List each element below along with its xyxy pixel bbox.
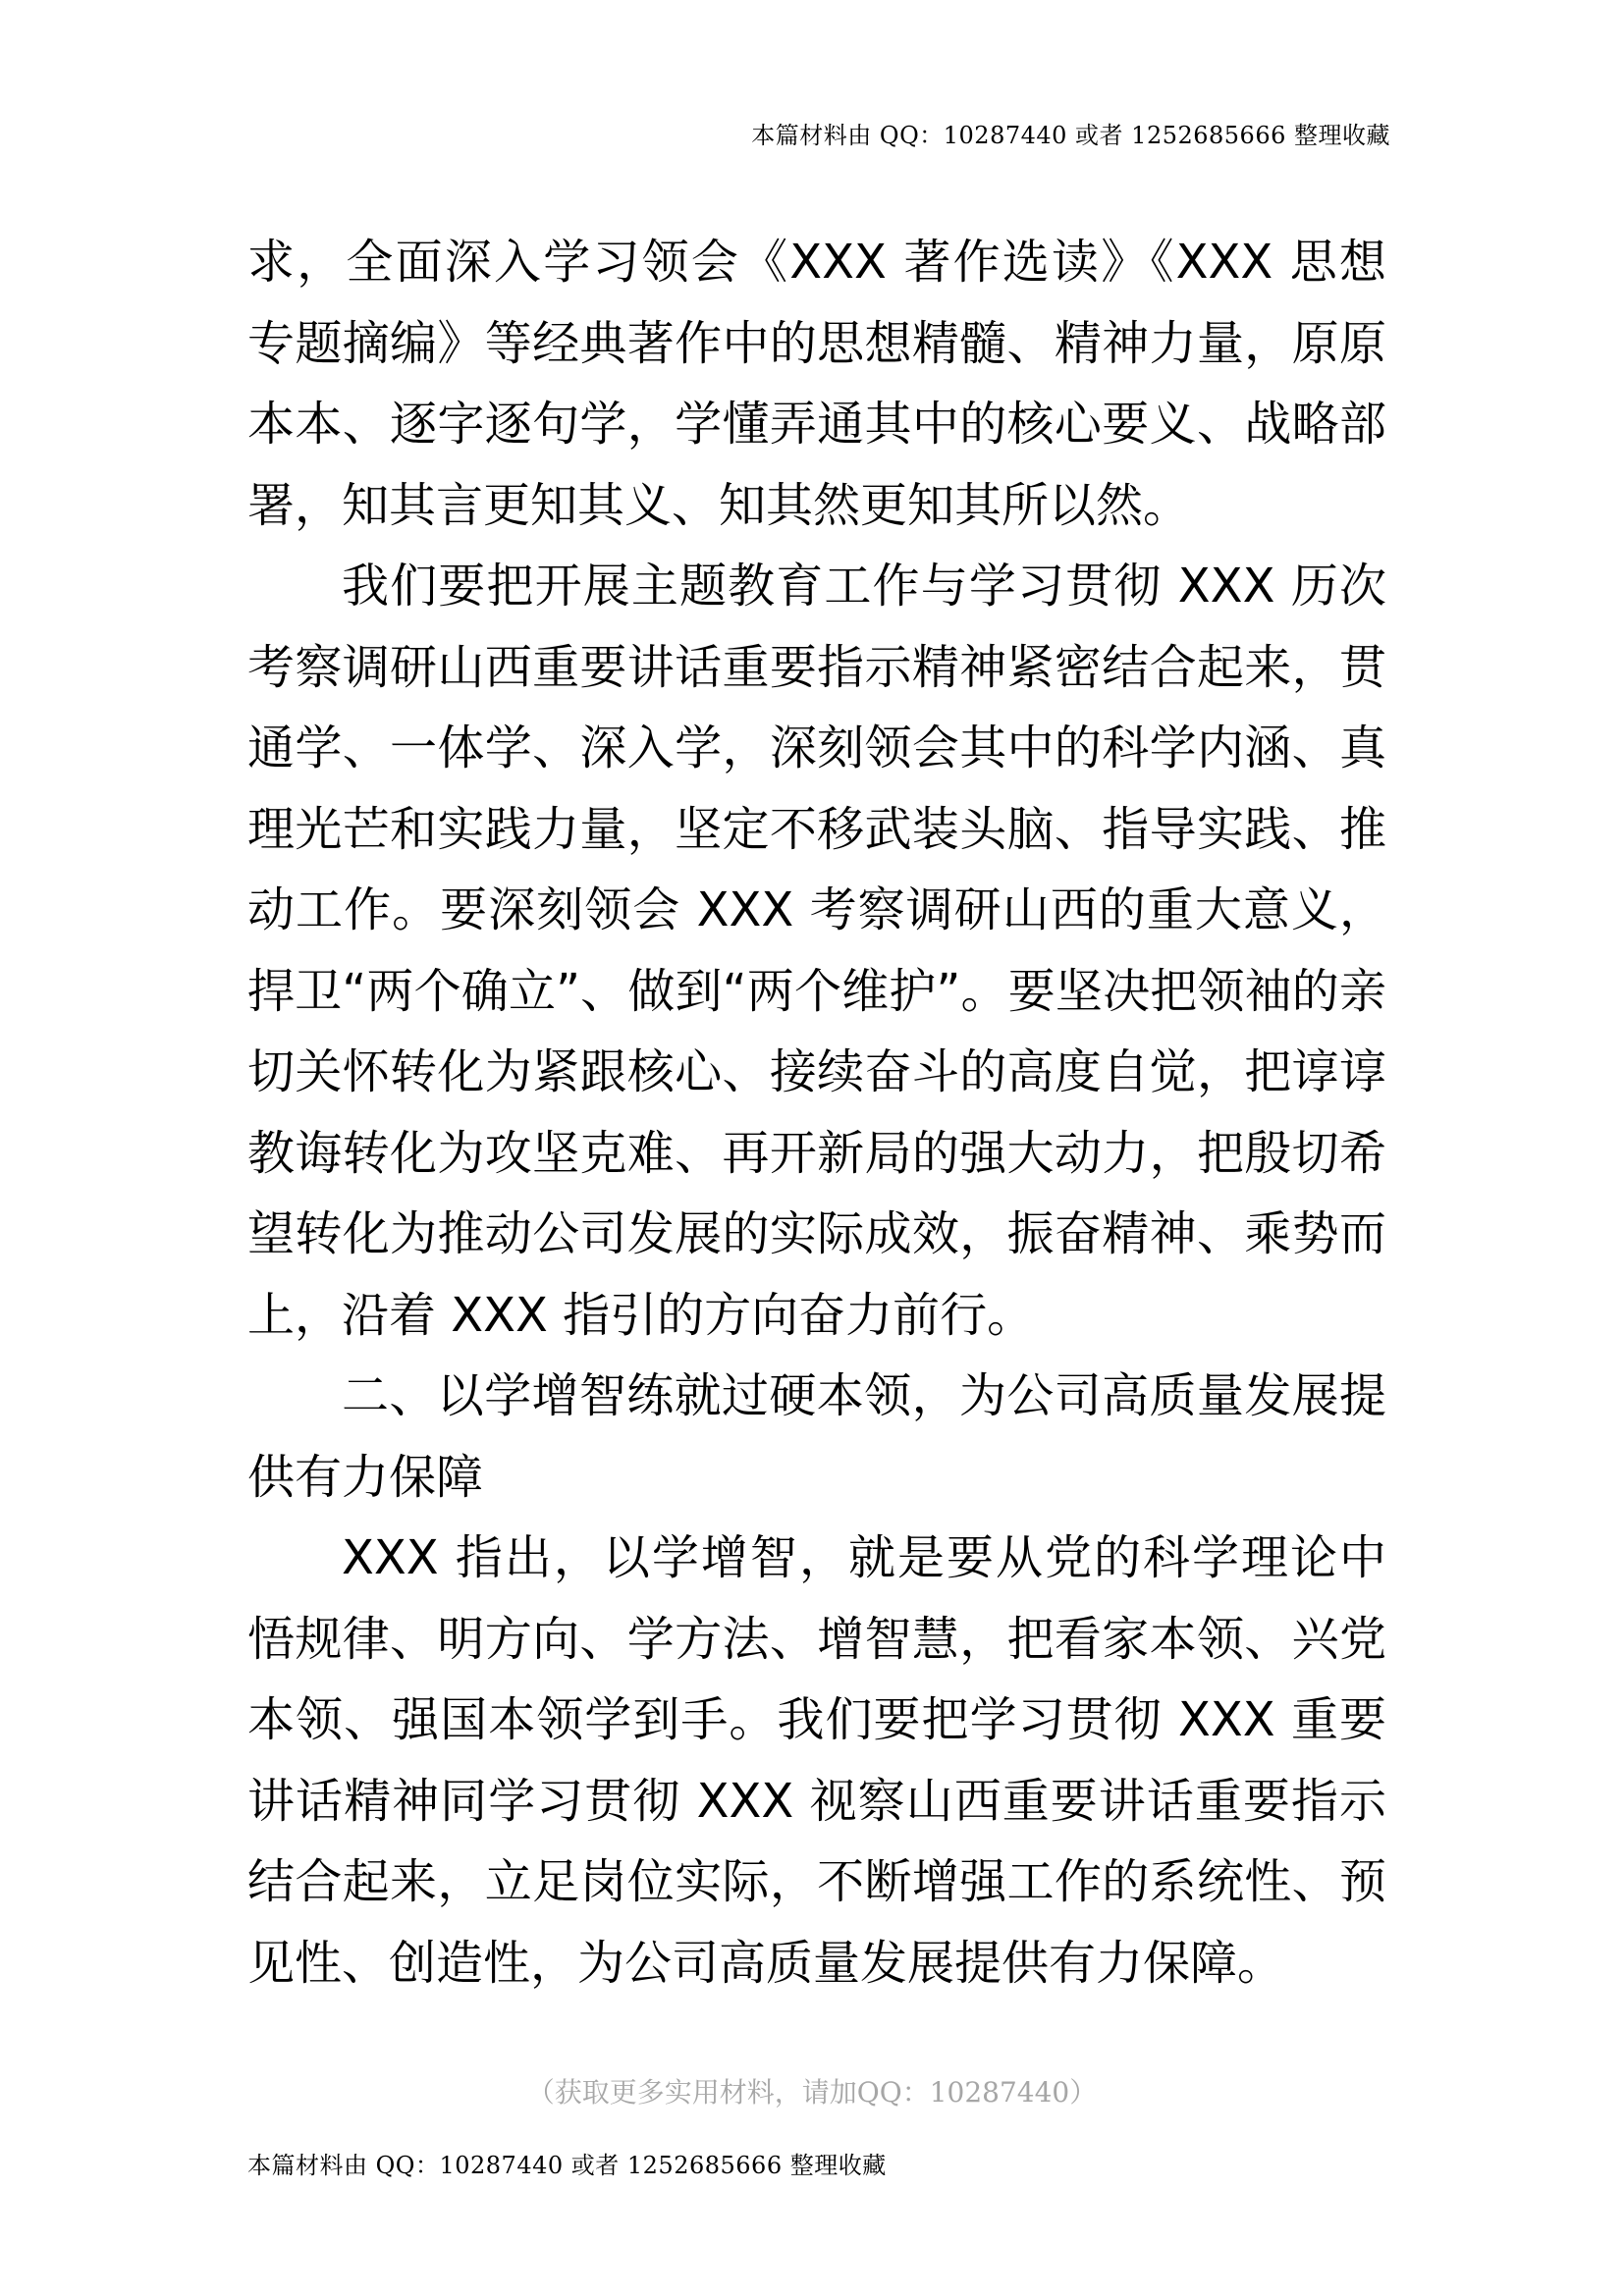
paragraph-continuation: 求，全面深入学习领会《XXX 著作选读》《XXX 思想专题摘编》等经典著作中的思想精髓、精神力量，原原本本、逐字逐句学，学懂弄通其中的核心要义、战略部署，知其言更知其义、知其然更知其所以然。 (247, 235, 1386, 533)
paragraph: 我们要把开展主题教育工作与学习贯彻 XXX 历次考察调研山西重要讲话重要指示精神紧密结合起来，贯通学、一体学、深入学，深刻领会其中的科学内涵、真理光芒和实践力量，坚定不移武装头脑、指导实践、推动工作。要深刻领会 XXX 考察调研山西的重大意义，捍卫“两个确立”、做到“两个维护”。要坚决把领袖的亲切关怀转化为紧跟核心、接续奋斗的高度自觉，把谆谆教诲转化为攻坚克难、再开新局的强大动力，把殷切希望转化为推动公司发展的实际成效，振奋精神、乘势而上，沿着 XXX 指引的方向奋力前行。 (247, 559, 1386, 1343)
header-note: 本篇材料由 QQ：10287440 或者 1252685666 整理收藏 (751, 122, 1390, 149)
document-body (247, 222, 1386, 2003)
section-heading: 二、以学增智练就过硬本领，为公司高质量发展提供有力保障 (247, 1368, 1386, 1505)
footer-note: 本篇材料由 QQ：10287440 或者 1252685666 整理收藏 (247, 2152, 887, 2179)
paragraph: XXX 指出，以学增智，就是要从党的科学理论中悟规律、明方向、学方法、增智慧，把看家本领、兴党本领、强国本领学到手。我们要把学习贯彻 XXX 重要讲话精神同学习贯彻 XXX 视察山西重要讲话重要指示结合起来，立足岗位实际，不断增强工作的系统性、预见性、创造性，为公司高质量发展提供有力保障。 (247, 1530, 1386, 1991)
promo-note: （获取更多实用材料，请加QQ：10287440） (526, 2076, 1098, 2109)
